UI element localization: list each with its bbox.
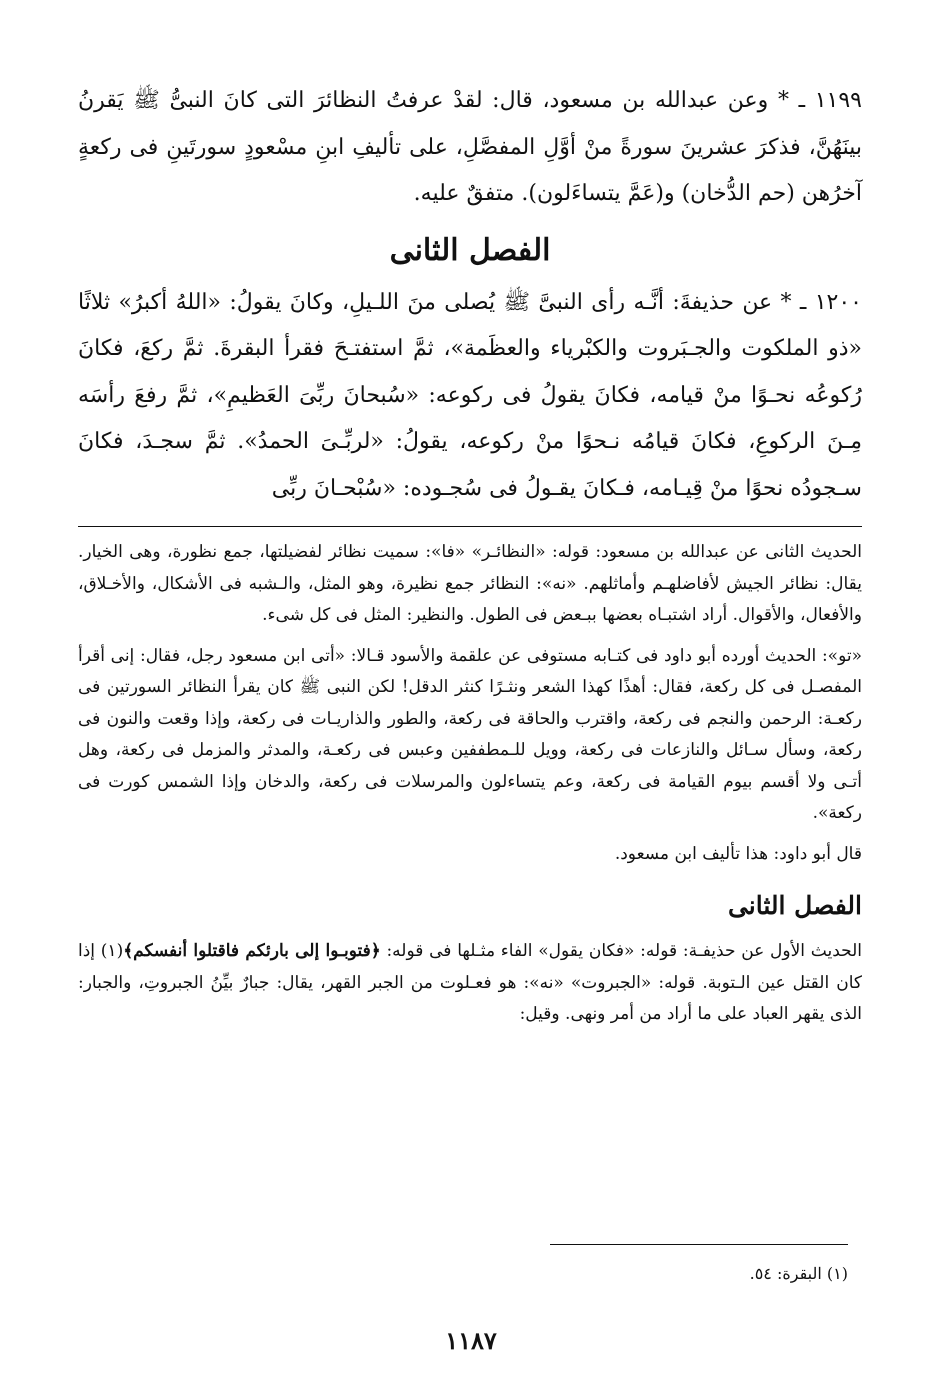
footnote: (١) البقرة: ٥٤.: [749, 1264, 848, 1283]
hadith-1200: ١٢٠٠ ـ * عن حذيفةَ: أنَّـه رأى النبىَّ ﷺ يُصلى منَ اللـيلِ، وكانَ يقولُ: «اللهُ أكبرُ» ثلاثًا «ذو الملكوت والجـبَروت والكبْرياء والعظَمة»، ثمَّ استفتـحَ فقرأ البقرةَ. ثمَّ ركعَ، فكانَ رُكوعُه نحـوًا منْ قيامه، فكانَ يقولُ فى ركوعه: «سُبحانَ ربِّىَ العَظيمِ»، ثمَّ رفعَ رأسَه مِـنَ الركوعِ، فكانَ قيامُه نـحوًا منْ ركوعه، يقولُ: «لربِّـىَ الحمدُ». ثمَّ سجـدَ، فكانَ سـجودُه نحوًا منْ قِيـامه، فـكانَ يقـولُ فى سُجـوده: «سُبْحـانَ ربِّى: [78, 289, 862, 501]
main-text: [78, 78, 862, 512]
commentary-paragraph: قال أبو داود: هذا تأليف ابن مسعود.: [614, 843, 862, 864]
commentary-text: الحديث الأول عن حذيفـة: قوله: «فكان يقول» الفاء مثـلها فى قوله:: [380, 941, 863, 961]
footnote-divider: [550, 1244, 848, 1245]
commentary-paragraph: [78, 936, 862, 1031]
commentary-text: إذا كان القتل عين الـتوبة. قوله: «الجبروت» «نه»: هو فعـلوت من الجبر القهر، يقال: جبارٌ بيِّنُ الجبروتِ، والجبار: الذى يقهر العباد على ما أراد من أمر ونهى. وقيل:: [78, 941, 862, 1024]
section-heading: الفصل الثانى: [389, 232, 551, 268]
footnote-ref: (١): [100, 941, 124, 961]
quran-quote: ﴿فتوبـوا إلى بارئكم فاقتلوا أنفسكم﴾: [123, 941, 381, 961]
commentary-section-heading: الفصل الثانى: [727, 891, 862, 920]
commentary-paragraph: «تو»: الحديث أورده أبو داود فى كتـابه مستوفى عن علقمة والأسود قـالا: «أتى ابن مسعود رجل، فقال: إنى أقرأ المفصـل فى كل ركعة، فقال: أهذًا كهذا الشعر ونثـرًا كنثر الدقل! لكن النبى ﷺ كان يقرأ النظائر السورتين فى ركعـة: الرحمن والنجم فى ركعة، واقترب والحاقة فى ركعة، والطور والذاريـات فى ركعة، وإذا وقعت والنون فى ركعة، وسأل سـائل والنازعات فى ركعة، وويل للـمطففين وعبس فى ركعـة، والمدثر والمزمل فى ركعة، وهل أتـى ولا أقسم بيوم القيامة فى ركعة، وعم يتساءلون والمرسلات فى ركعة، والدخان وإذا الشمس كورت فى ركعة».: [78, 645, 862, 823]
commentary: [78, 537, 862, 1031]
commentary-paragraph: الحديث الثانى عن عبدالله بن مسعود: قوله: «النظائـر» «فا»: سميت نظائر لفضيلتها، جمع نظورة، وهى الخيار. يقال: نظائر الجيش لأفاضلهـم وأماثلهم. «نه»: النظائر جمع نظيرة، وهو المثل، والـشبه فى الأشكال، والأخـلاق، والأفعال، والأقوال. أراد اشتبـاه بعضها ببـعض فى الطول. والنظير: المثل فى كل شىء.: [78, 542, 862, 625]
page-number: ١١٨٧: [445, 1326, 497, 1355]
main-divider: [78, 526, 862, 527]
hadith-1199: ١١٩٩ ـ * وعن عبدالله بن مسعود، قال: لقدْ عرفتُ النظائرَ التى كانَ النبىُّ ﷺ يَقرنُ بينَهُنَّ، فذكرَ عشرينَ سورةً منْ أوَّلِ المفصَّلِ، على تأليفِ ابنِ مسْعودٍ سورتَينِ فى ركعةٍ آخرُهن (حم الدُّخان) و(عَمَّ يتساءَلون). متفقٌ عليه.: [78, 88, 862, 206]
